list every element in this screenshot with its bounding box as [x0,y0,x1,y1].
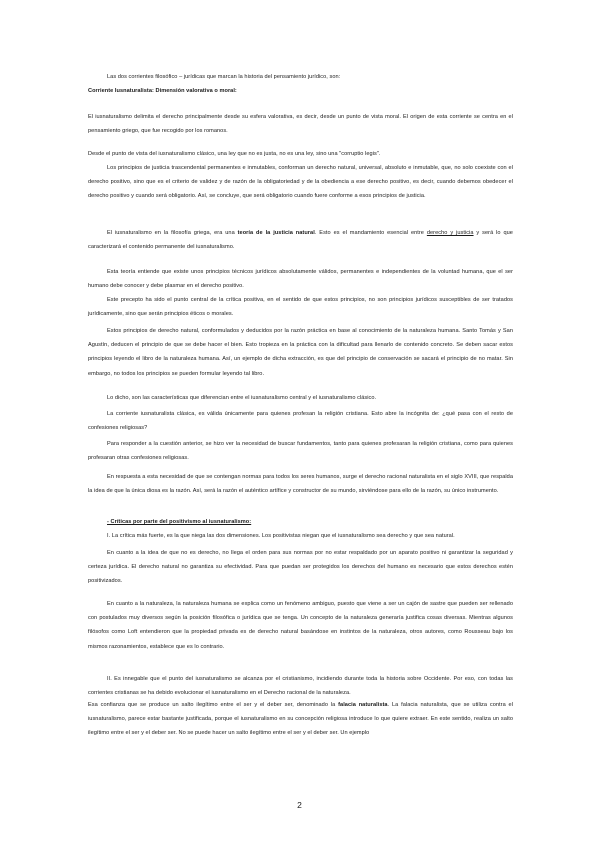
paragraph-7: Estos principios de derecho natural, conformulados y deducidos por la razón práctica en base al conocimiento de la naturaleza humana. Santo Tomás y San Agustín, deducen el principio de que se debe hacer el bien. Esto tropieza en la práctica con la dificultad para llenarlo de contenido concreto. Se deben sacar estos principios leyendo el libro de la naturaleza humana. Así, un ejemplo de dicha extracción, es que del principio de conservación se sacará el principio de no matar. Sin embargo, no todos los principios se pueden formular leyendo tal libro. [88,328,513,377]
criticism-heading: - Críticas por parte del positivismo al iusnaturalismo: [107,519,252,525]
criticism-4: II. Es innegable que el punto del iusnaturalismo se alcanza por el cristianismo, incidiendo durante toda la historia sobre Occidente. Por eso, con todas las corrientes cristianas se ha debido evolucionar el iusnaturalismo en el Derecho racional de la naturaleza. [88,676,513,697]
c5-text-a: Esa confianza que se produce un salto ilegítimo entre el ser y el deber ser, denominado la [88,702,336,708]
criticism-1: I. La crítica más fuerte, es la que niega las dos dimensiones. Los positivistas niegan que el iusnaturalismo sea derecho y que sea natural. [107,533,455,539]
p4-underlined-term: derecho y justicia [426,230,474,236]
paragraph-10: Para responder a la cuestión anterior, se hizo ver la necesidad de buscar fundamentos, tanto para quienes profesaran la religión cristiana, como para quienes profesaran otras confesiones religiosas. [88,441,513,462]
paragraph-4 [88,226,513,254]
p4-text-a: El iusnaturalismo en la filosofía griega, era una [107,230,235,236]
criticism-2: En cuanto a la idea de que no es derecho, no llega el orden para sus normas por no estar respaldado por un aparato positivo ni garantizar la seguridad y certeza jurídica. El derecho natural no garantiza su efectividad. Para que puedan ser protegidos los derechos del humano es necesario que estos derechos estén positivizados. [88,550,513,585]
paragraph-6: Este precepto ha sido el punto central de la crítica positiva, en el sentido de que estos principios, no son principios jurídicos susceptibles de ser tratados jurídicamente, sino que serán principios éticos o morales. [88,297,513,318]
paragraph-5: Esta teoría entiende que existe unos principios técnicos jurídicos absolutamente válidos, permanentes e independientes de la voluntad humana, que el ser humano debe conocer y debe plasmar en el derecho positivo. [88,269,513,290]
section-heading: Corriente Iusnaturalista: Dimensión valorativa o moral: [88,88,237,94]
paragraph-3: Los principios de justicia trascendental permanentes e inmutables, conforman un derecho natural, universal, absoluto e inmutable, que, no solo coexiste con el derecho positivo, sino que es el criterio de validez y de razón de la obligatoriedad y de la obediencia a ese derecho positivo, es decir, cuando debemos obedecer el derecho positivo y cuando será obligatorio. Así, se concluye, que será obligatorio cuando fuere conforme a esos principios de justicia. [88,165,513,200]
c5-text-c: . La falacia naturalista, que se utiliza contra el iusnaturalismo, parece estar bastante justificada, porque el iusnaturalismo en su concepción religiosa introduce lo que quiere extraer. En este sentido, realiza un salto ilegítimo entre el ser y el deber ser. No se puede hacer un salto ilegítimo entre el ser y el deber ser. Un ejemplo [88,702,514,737]
intro-line: Las dos corrientes filosófico – jurídicas que marcan la historia del pensamiento jurídico, son: [107,74,341,80]
paragraph-1: El iusnaturalismo delimita el derecho principalmente desde su esfera valorativa, es decir, desde un punto de vista moral. El origen de esta corriente se centra en el pensamiento griego, que fue recogido por los romanos. [88,114,513,135]
p4-text-e: y será lo que caracterizará el contenido permanente del iusnaturalismo. [88,230,513,251]
c5-bold-term: falacia naturalista [338,702,388,708]
page-number: 2 [297,800,302,810]
paragraph-11: En respuesta a esta necesidad de que se contengan normas para todos los seres humanos, surge el derecho racional naturalista en el siglo XVIII, que respalda la idea de que la única diosa es la razón. Así, será la razón el auténtico artífice y constructor de su mundo, sirviéndose para ello de la razón, su único instrumento. [88,474,513,495]
criticism-5 [88,698,513,741]
criticism-3: En cuanto a la naturaleza, la naturaleza humana se explica como un fenómeno ambiguo, puesto que viene a ser un cajón de sastre que pueden ser rellenado con postulados muy diversos según la posición filosófica o jurídica que se tenga. Un concepto de la naturaleza generaría justifica cosas diversas. Mientras algunos filósofos como Loft entendieron que la propiedad privada es de derecho natural basándose en instintos de la naturaleza, otros autores, como Rousseau bajo los mismos razonamientos, establece que es lo contrario. [88,601,513,650]
p4-bold-term: teoría de la justicia natural [237,230,315,236]
paragraph-9: La corriente iusnaturalista clásica, es válida únicamente para quienes profesan la religión cristiana. Esto abre la incógnita de: ¿qué pasa con el resto de confesiones religiosas? [88,411,513,432]
paragraph-8: Lo dicho, son las características que diferencian entre el iusnaturalismo central y el iusnaturalismo clásico. [107,395,377,401]
p4-text-c: . Esto es el mandamiento esencial entre [314,230,424,236]
paragraph-2: Desde el punto de vista del iusnaturalismo clásico, una ley que no es justa, no es una ley, sino una "corruptio legis". [88,151,381,157]
